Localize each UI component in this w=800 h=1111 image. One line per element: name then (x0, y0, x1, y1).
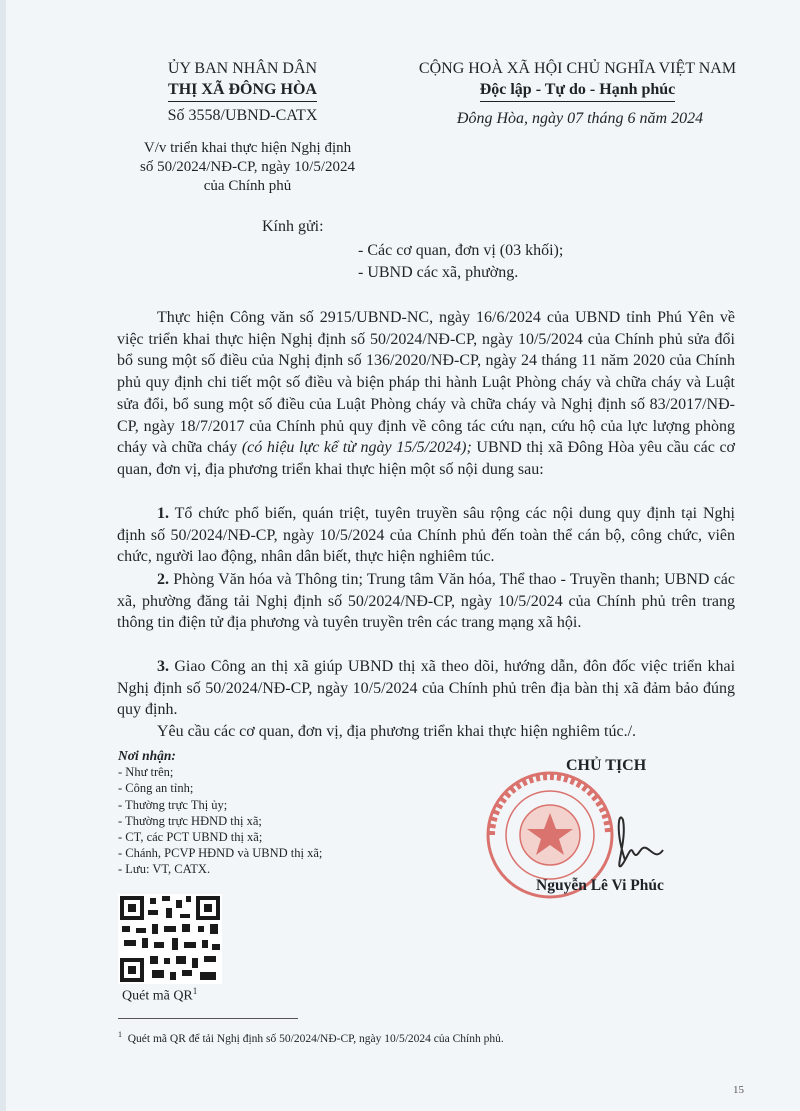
recipients-item: - Chánh, PCVP HĐND và UBND thị xã; (118, 846, 323, 861)
footnote: $^1$ Quét mã QR để tải Nghị định số 50/2024/NĐ-CP, ngày 10/5/2024 của Chính phủ. (118, 1030, 504, 1045)
intro-paragraph: Thực hiện Công văn số 2915/UBND-NC, ngày 16/6/2024 của UBND tỉnh Phú Yên về việc triển khai thực hiện Nghị định số 50/2024/NĐ-CP, ngày 10/5/2024 của Chính phủ sửa đổi bổ sung một số điều của Nghị định số 136/2020/NĐ-CP, ngày 24 tháng 11 năm 2020 của Chính phủ quy định chi tiết một số điều và biện pháp thi hành Luật Phòng cháy và chữa cháy và Luật sửa đổi, bổ sung một số điều của Luật Phòng cháy và chữa cháy và Nghị định số 83/2017/NĐ-CP, ngày 18/7/2017 của Chính phủ quy định về công tác cứu nạn, cứu hộ của lực lượng phòng cháy và chữa cháy (có hiệu lực kể từ ngày 15/5/2024); UBND thị xã Đông Hòa yêu cầu các cơ quan, đơn vị, địa phương triển khai thực hiện một số nội dung sau: (117, 309, 736, 478)
document-number: Số 3558/UBND-CATX (167, 107, 318, 124)
recipients-title: Nơi nhận: (118, 748, 176, 763)
closing-paragraph: Yêu cầu các cơ quan, đơn vị, địa phương triển khai thực hiện nghiêm túc./. (157, 723, 637, 740)
item-2: 2. Phòng Văn hóa và Thông tin; Trung tâm Văn hóa, Thể thao - Truyền thanh; UBND các xã, phường đăng tải Nghị định số 50/2024/NĐ-CP, ngày 10/5/2024 của Chính phủ trên trang thông tin điện tử địa phương và tuyên truyền trên các trang mạng xã hội. (117, 571, 736, 632)
effective-date-note: (có hiệu lực kể từ ngày 15/5/2024); (241, 439, 472, 457)
document-date: Đông Hòa, ngày 07 tháng 6 năm 2024 (456, 110, 704, 127)
footnote-divider (118, 1018, 298, 1019)
recipients-item: - Thường trực HĐND thị xã; (118, 813, 262, 828)
footnote-marker: 1 (192, 986, 198, 996)
item-1: 1. Tổ chức phổ biến, quán triệt, tuyên truyền sâu rộng các nội dung quy định tại Nghị định số 50/2024/NĐ-CP, ngày 10/5/2024 của Chính phủ đến toàn thể cán bộ, công chức, viên chức, người lao động, nhân dân biết, thực hiện nghiêm túc. (117, 505, 735, 566)
recipient-item: - UBND các xã, phường. (358, 264, 519, 281)
recipients-item: - Thường trực Thị ủy; (118, 797, 228, 812)
signatory-name: Nguyễn Lê Vi Phúc (536, 877, 664, 894)
issuer-line2: THỊ XÃ ĐÔNG HÒA (120, 79, 365, 102)
recipients-list (118, 748, 418, 878)
motto: Độc lập - Tự do - Hạnh phúc (380, 79, 775, 102)
issuer-line1: ỦY BAN NHÂN DÂN (167, 60, 318, 77)
recipients-item: - Như trên; (118, 765, 174, 780)
country-name: CỘNG HOÀ XÃ HỘI CHỦ NGHĨA VIỆT NAM (418, 60, 737, 77)
recipients-item: - Lưu: VT, CATX. (118, 862, 211, 877)
qr-caption: Quét mã $QR^1$ (122, 986, 198, 1004)
subject-line: số 50/2024/NĐ-CP, ngày 10/5/2024 (139, 159, 355, 175)
subject-block (125, 139, 370, 196)
page-number: 15 (733, 1084, 744, 1096)
national-motto-block (380, 58, 775, 102)
footnote-number: 1 (118, 1030, 122, 1039)
scan-edge (0, 0, 6, 1111)
item-3: 3. Giao Công an thị xã giúp UBND thị xã theo dõi, hướng dẫn, đôn đốc việc triển khai Nghị định số 50/2024/NĐ-CP, ngày 10/5/2024 của Chính phủ trên địa bàn thị xã đảm bảo đúng quy định. (117, 658, 736, 719)
recipients-item: - Công an tỉnh; (118, 781, 194, 796)
salutation: Kính gửi: (262, 218, 324, 235)
qr-code-icon[interactable] (118, 894, 222, 984)
subject-line: V/v triển khai thực hiện Nghị định (143, 140, 352, 156)
recipients-item: - CT, các PCT UBND thị xã; (118, 830, 263, 845)
issuer-block (120, 58, 365, 126)
signatory-title: CHỦ TỊCH (566, 757, 647, 774)
subject-line: của Chính phủ (203, 178, 292, 194)
recipient-item: - Các cơ quan, đơn vị (03 khối); (358, 242, 564, 259)
handwritten-signature-icon (585, 790, 705, 880)
